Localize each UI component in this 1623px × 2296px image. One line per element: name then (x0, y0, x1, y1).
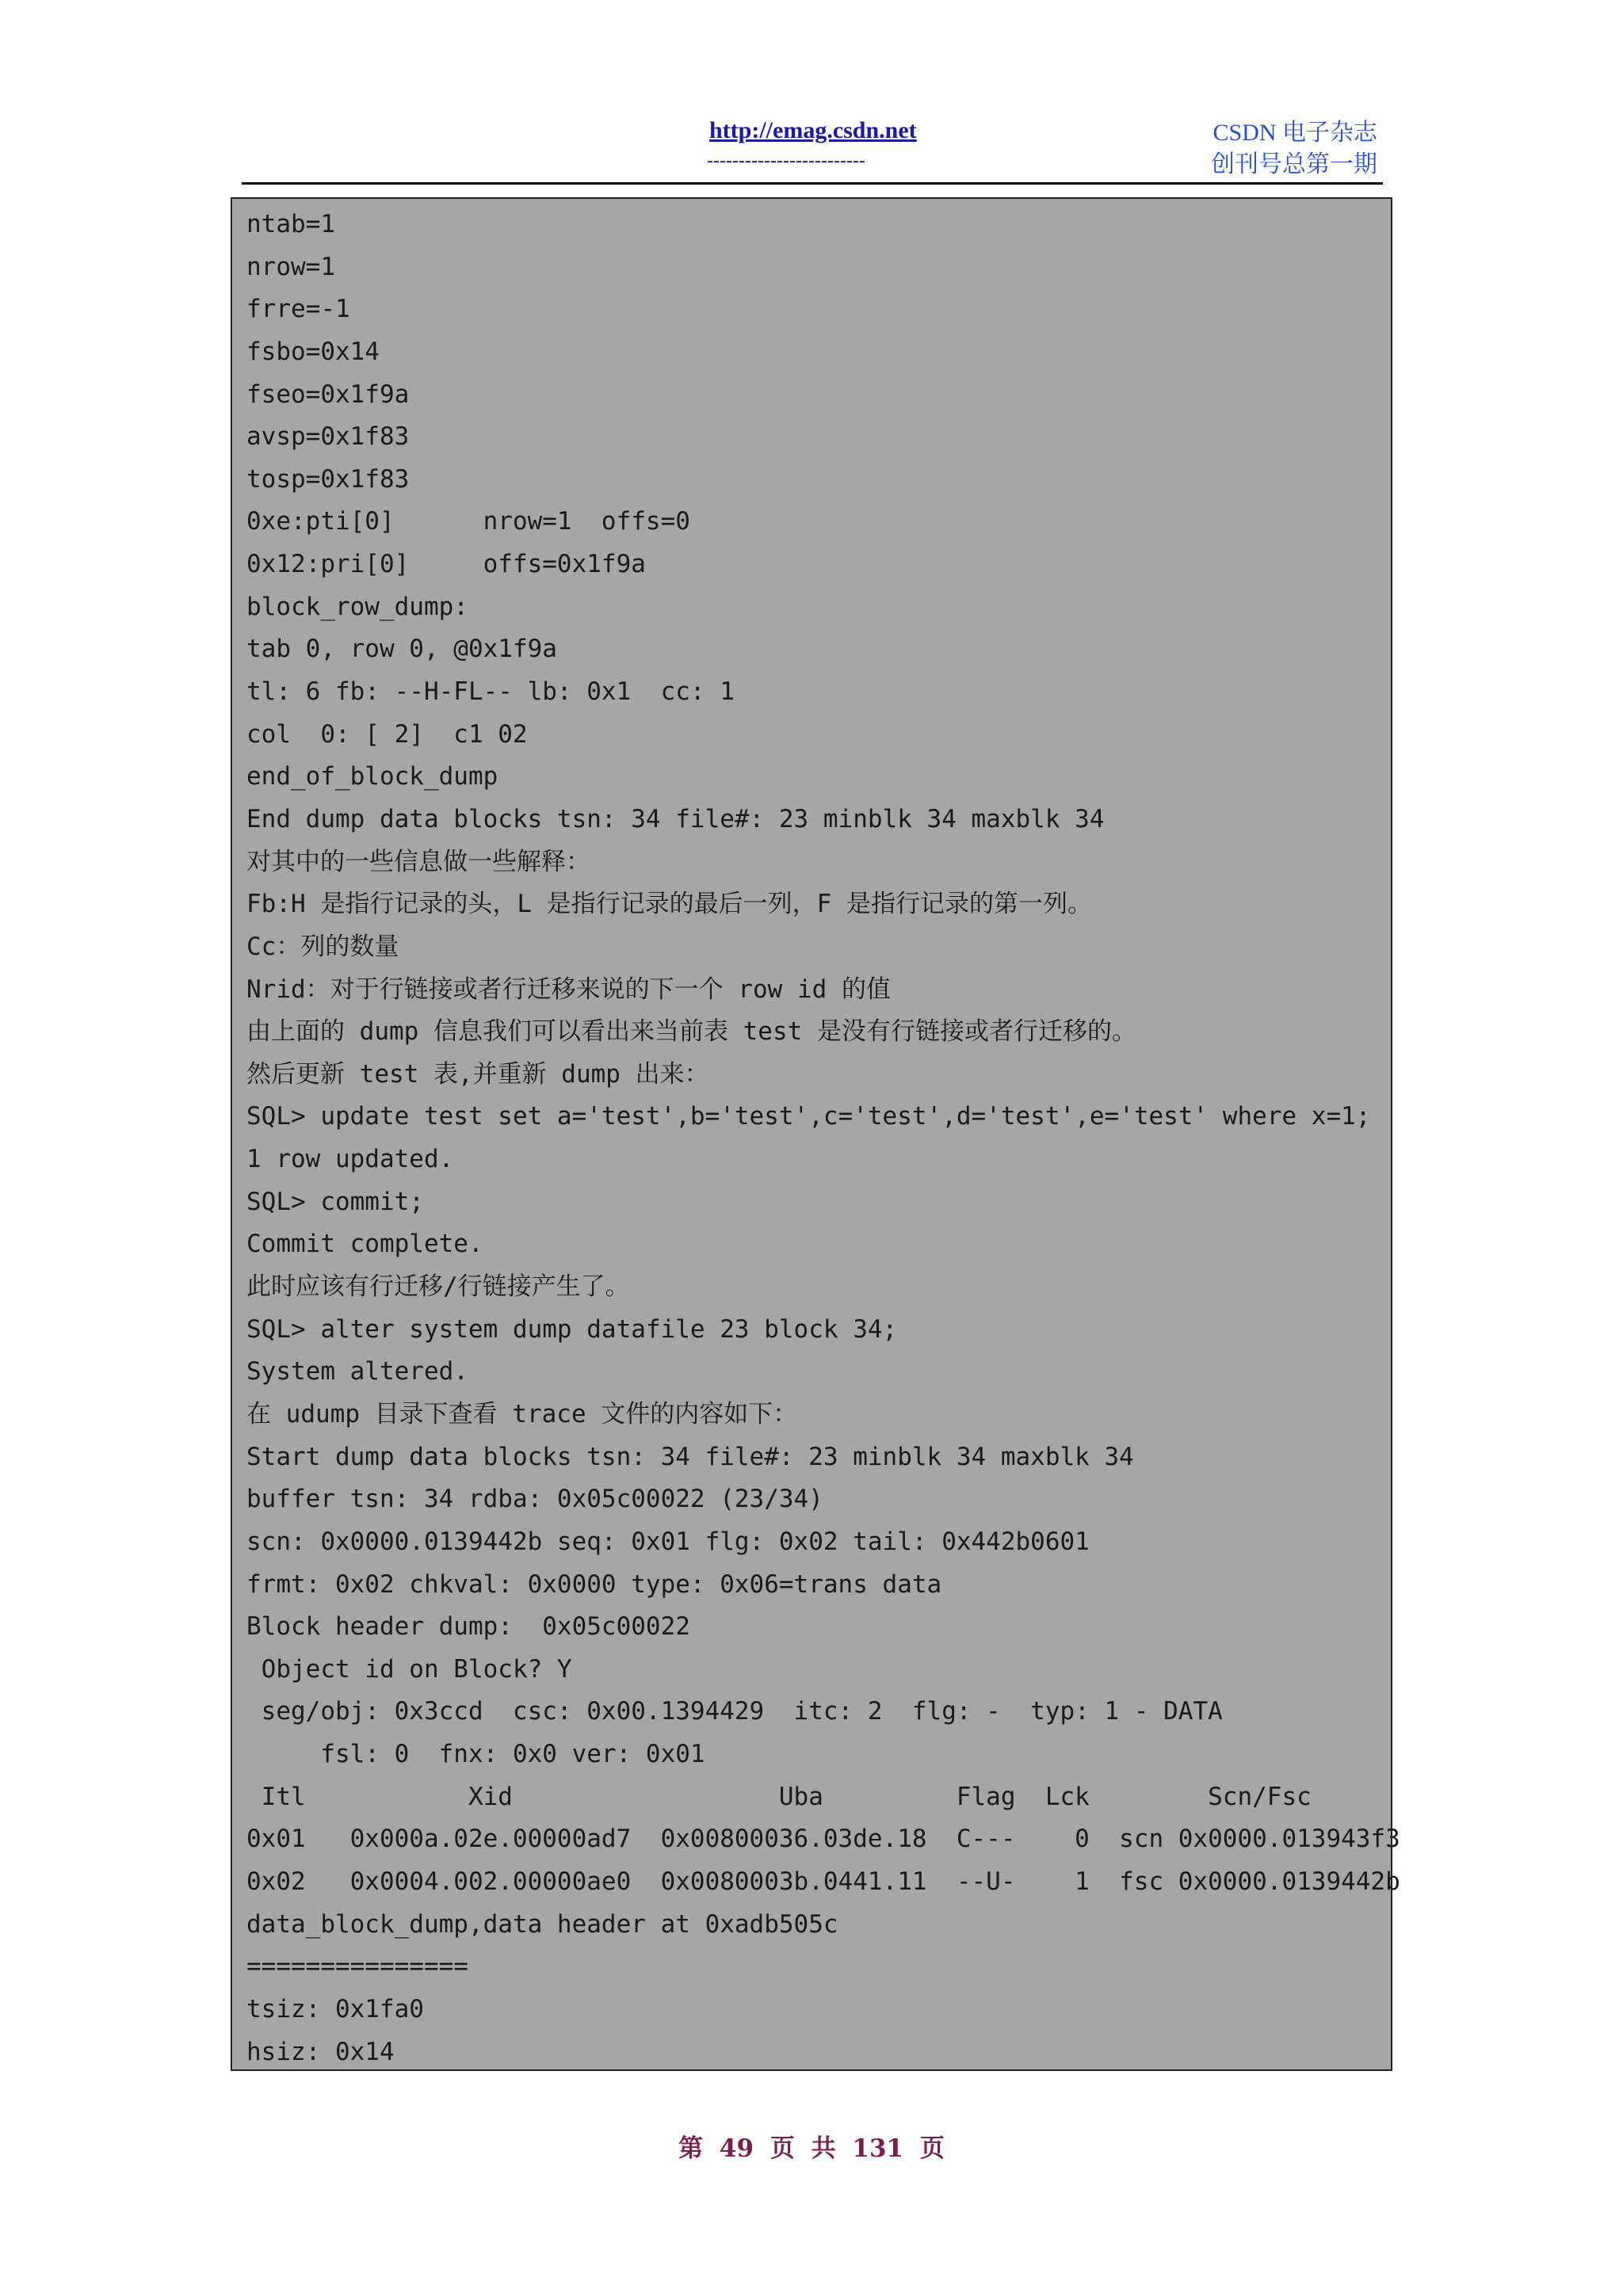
code-line: End dump data blocks tsn: 34 file#: 23 minblk 34 maxblk 34 (246, 804, 1105, 833)
code-line: Block header dump: 0x05c00022 (246, 1612, 690, 1642)
code-line: avsp=0x1f83 (246, 422, 410, 452)
code-line: tl: 6 fb: --H-FL-- lb: 0x1 cc: 1 (246, 677, 735, 707)
code-line: =============== (246, 1952, 468, 1981)
code-line: fsl: 0 fnx: 0x0 ver: 0x01 (246, 1740, 705, 1769)
code-line: seg/obj: 0x3ccd csc: 0x00.1394429 itc: 2 flg: - typ: 1 - DATA (246, 1697, 1223, 1726)
code-line: scn: 0x0000.0139442b seq: 0x01 flg: 0x02 tail: 0x442b0601 (246, 1527, 1090, 1556)
page-number-footer: 第 49 页 共 131 页 (678, 2134, 945, 2163)
code-line: nrow=1 (246, 252, 335, 281)
code-line: 此时应该有行迁移/行链接产生了。 (246, 1272, 630, 1302)
code-line: Itl Xid Uba Flag Lck Scn/Fsc (246, 1782, 1312, 1811)
code-line: Fb:H 是指行记录的头，L 是指行记录的最后一列，F 是指行记录的第一列。 (246, 890, 1092, 919)
code-line: 0xe:pti[0] nrow=1 offs=0 (246, 507, 690, 536)
code-line: Start dump data blocks tsn: 34 file#: 23 minblk 34 maxblk 34 (246, 1442, 1134, 1471)
code-listing-box (231, 197, 1400, 2071)
code-line: hsiz: 0x14 (246, 2037, 395, 2066)
code-line: fsbo=0x14 (246, 337, 380, 366)
code-line: SQL> update test set a='test',b='test',c='test',d='test',e='test' where x=1; (246, 1102, 1371, 1131)
header-divider (242, 182, 1383, 185)
code-line: 由上面的 dump 信息我们可以看出来当前表 test 是没有行链接或者行迁移的。 (246, 1017, 1136, 1047)
code-line: end_of_block_dump (246, 762, 498, 791)
magazine-name: CSDN 电子杂志 (1212, 120, 1377, 146)
code-line: frre=-1 (246, 295, 350, 324)
code-line: 0x01 0x000a.02e.00000ad7 0x00800036.03de.18 C--- 0 scn 0x0000.013943f3 (246, 1825, 1400, 1854)
code-line: 0x12:pri[0] offs=0x1f9a (246, 550, 646, 579)
code-line: buffer tsn: 34 rdba: 0x05c00022 (23/34) (246, 1485, 823, 1514)
code-line: 在 udump 目录下查看 trace 文件的内容如下： (246, 1399, 798, 1428)
code-line: 对其中的一些信息做一些解释： (246, 847, 590, 876)
code-line: 0x02 0x0004.002.00000ae0 0x0080003b.0441.11 --U- 1 fsc 0x0000.0139442b (246, 1867, 1400, 1896)
code-line: data_block_dump,data header at 0xadb505c (246, 1909, 838, 1939)
header-url-dashes: ------------------------- (707, 151, 865, 171)
code-line: ntab=1 (246, 210, 335, 238)
code-line: Cc：列的数量 (246, 932, 399, 961)
code-line: 1 row updated. (246, 1145, 454, 1174)
code-line: Nrid：对于行链接或者行迁移来说的下一个 row id 的值 (246, 974, 891, 1004)
header-magazine-title (1211, 117, 1377, 181)
header-url-link[interactable]: http://emag.csdn.net (709, 117, 917, 143)
code-line: SQL> alter system dump datafile 23 block 34; (246, 1314, 898, 1344)
magazine-issue: 创刊号总第一期 (1211, 151, 1377, 177)
code-line: Object id on Block? Y (246, 1654, 572, 1684)
code-listing (246, 204, 1400, 2073)
code-line: SQL> commit; (246, 1187, 424, 1216)
code-line: fseo=0x1f9a (246, 379, 410, 409)
code-line: block_row_dump: (246, 592, 468, 621)
code-line: 然后更新 test 表,并重新 dump 出来： (246, 1059, 709, 1089)
code-line: System altered. (246, 1357, 468, 1386)
code-line: Commit complete. (246, 1230, 483, 1259)
code-line: tsiz: 0x1fa0 (246, 1994, 424, 2023)
code-line: frmt: 0x02 chkval: 0x0000 type: 0x06=trans data (246, 1569, 942, 1599)
code-line: col 0: [ 2] c1 02 (246, 719, 528, 749)
code-line: tosp=0x1f83 (246, 464, 410, 494)
code-line: tab 0, row 0, @0x1f9a (246, 635, 557, 664)
